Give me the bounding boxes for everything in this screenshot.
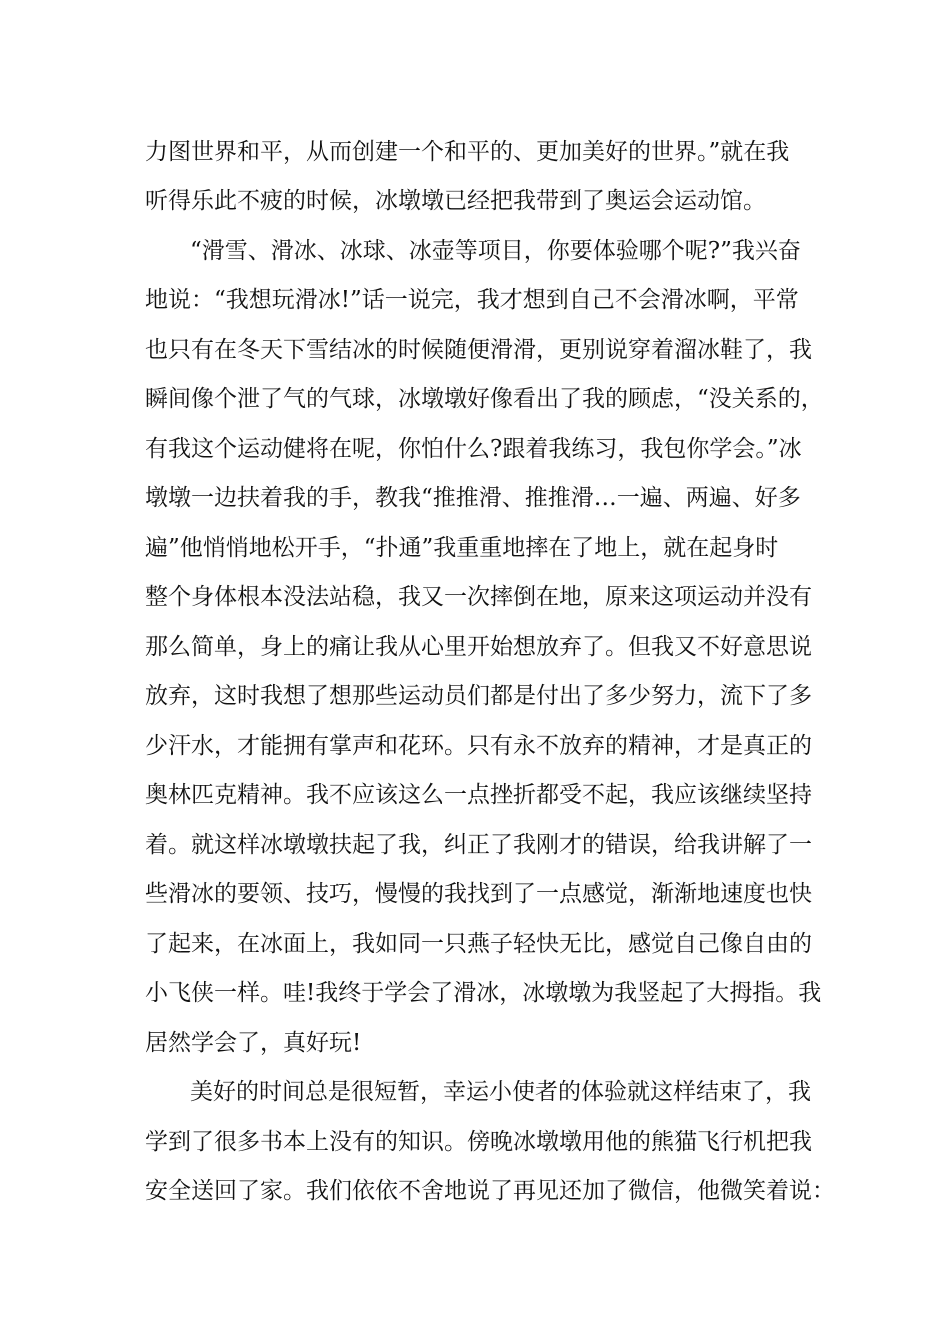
text-line: 美好的时间总是很短暂，幸运小使者的体验就这样结束了，我 (190, 1079, 811, 1105)
text-line: 着。就这样冰墩墩扶起了我，纠正了我刚才的错误，给我讲解了一 (145, 832, 812, 858)
text-line: 也只有在冬天下雪结冰的时候随便滑滑，更别说穿着溜冰鞋了，我 (145, 337, 812, 363)
text-line: 墩墩一边扶着我的手，教我“推推滑、推推滑…一遍、两遍、好多 (145, 485, 801, 511)
text-line: 力图世界和平，从而创建一个和平的、更加美好的世界。”就在我 (145, 139, 790, 165)
text-line: 了起来，在冰面上，我如同一只燕子轻快无比，感觉自己像自由的 (145, 931, 812, 957)
text-line: 奥林匹克精神。我不应该这么一点挫折都受不起，我应该继续坚持 (145, 782, 812, 808)
text-line: 整个身体根本没法站稳，我又一次摔倒在地，原来这项运动并没有 (145, 584, 812, 610)
text-line: 放弃，这时我想了想那些运动员们都是付出了多少努力，流下了多 (145, 683, 812, 709)
text-line: 地说：“我想玩滑冰!”话一说完，我才想到自己不会滑冰啊，平常 (145, 287, 799, 313)
text-line: 有我这个运动健将在呢，你怕什么?跟着我练习，我包你学会。”冰 (145, 436, 802, 462)
text-line: “滑雪、滑冰、冰球、冰壶等项目，你要体验哪个呢?”我兴奋 (190, 238, 801, 264)
text-line: 少汗水，才能拥有掌声和花环。只有永不放弃的精神，才是真正的 (145, 733, 812, 759)
text-line: 学到了很多书本上没有的知识。傍晚冰墩墩用他的熊猫飞行机把我 (145, 1129, 812, 1155)
text-line: 居然学会了，真好玩! (145, 1030, 362, 1056)
text-line: 那么简单，身上的痛让我从心里开始想放弃了。但我又不好意思说 (145, 634, 812, 660)
text-line: 些滑冰的要领、技巧，慢慢的我找到了一点感觉，渐渐地速度也快 (145, 881, 812, 907)
text-line: 听得乐此不疲的时候，冰墩墩已经把我带到了奥运会运动馆。 (145, 188, 766, 214)
text-line: 小飞侠一样。哇!我终于学会了滑冰，冰墩墩为我竖起了大拇指。我 (145, 980, 822, 1006)
text-line: 瞬间像个泄了气的气球，冰墩墩好像看出了我的顾虑，“没关系的， (145, 386, 824, 412)
text-line: 遍”他悄悄地松开手，“扑通”我重重地摔在了地上，就在起身时 (145, 535, 779, 561)
text-line: 安全送回了家。我们依依不舍地说了再见还加了微信，他微笑着说： (145, 1178, 835, 1204)
